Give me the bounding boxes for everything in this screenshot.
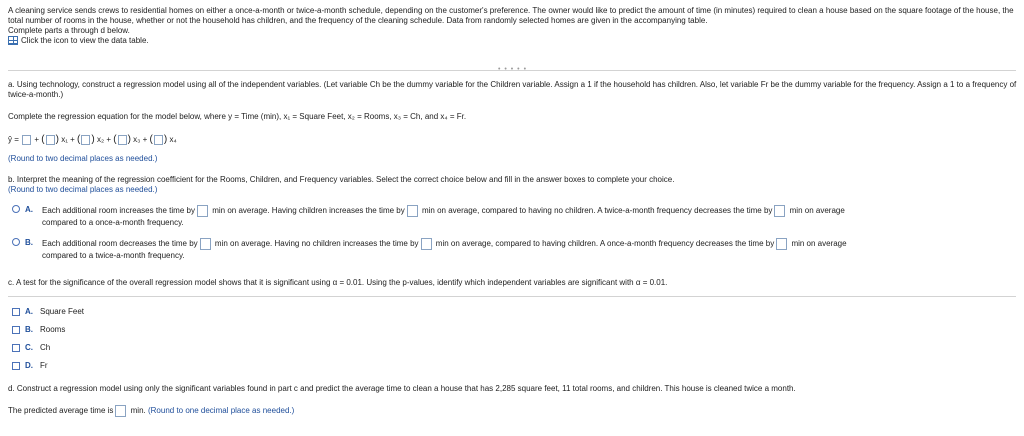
part-a-complete-eq: Complete the regression equation for the model below, where y = Time (min), x₁ = Square Feet, x₂ = Rooms, x₃ = Ch, and x₄ = Fr. — [8, 112, 467, 121]
part-c-option-a[interactable]: A. Square Feet — [8, 307, 1018, 317]
frequency-effect-input[interactable] — [776, 238, 787, 250]
part-c-instruction: c. A test for the significance of the overall regression model shows that it is significant using α = 0.01. Using the p-values, identify which independent variables are significant with α = 0.01. — [8, 278, 668, 287]
intercept-input[interactable] — [22, 135, 31, 145]
problem-intro — [8, 6, 1018, 46]
room-effect-input[interactable] — [197, 205, 208, 217]
part-b-option-a[interactable]: A. Each additional room increases the time by min on average. Having children increases the time by min on average, compared to having no children. A twice-a-month frequency decreases the time by min on average compared to a once-a-month frequency. — [8, 205, 1018, 229]
radio-button[interactable] — [12, 238, 20, 246]
room-effect-input[interactable] — [200, 238, 211, 250]
frequency-effect-input[interactable] — [774, 205, 785, 217]
complete-parts-text: Complete parts a through d below. — [8, 26, 130, 35]
regression-equation: ŷ = + ( ) x₁ + ( ) x₂ + ( ) x₃ + ( ) x₄ — [8, 134, 177, 145]
data-table-icon[interactable] — [8, 36, 18, 45]
part-c-option-d[interactable]: D. Fr — [8, 361, 1018, 371]
part-b-round-note: (Round to two decimal places as needed.) — [8, 185, 158, 194]
part-b-option-b[interactable]: B. Each additional room decreases the time by min on average. Having no children increases the time by min on average, compared to having children. A once-a-month frequency decreases the time by min on average compared to a twice-a-month frequency. — [8, 238, 1018, 262]
coef-x3-input[interactable] — [118, 135, 127, 145]
part-d-round-note: (Round to one decimal place as needed.) — [147, 406, 295, 415]
part-c-option-c[interactable]: C. Ch — [8, 343, 1018, 353]
checkbox[interactable] — [12, 308, 20, 316]
checkbox[interactable] — [12, 344, 20, 352]
checkbox[interactable] — [12, 362, 20, 370]
predicted-time-input[interactable] — [115, 405, 126, 417]
part-a-round-note: (Round to two decimal places as needed.) — [8, 154, 158, 163]
coef-x1-input[interactable] — [46, 135, 55, 145]
checkbox[interactable] — [12, 326, 20, 334]
more-indicator[interactable]: • • • • • — [498, 66, 528, 73]
children-effect-input[interactable] — [421, 238, 432, 250]
part-d-instruction: d. Construct a regression model using only the significant variables found in part c and predict the average time to clean a house that has 2,285 square feet, 11 total rooms, and children. This house is cleaned twice a month. — [8, 384, 796, 393]
part-b-instruction: b. Interpret the meaning of the regression coefficient for the Rooms, Children, and Frequency variables. Select the correct choice below and fill in the answer boxes to complete your choice. — [8, 175, 675, 184]
coef-x2-input[interactable] — [81, 135, 90, 145]
data-table-link[interactable]: Click the icon to view the data table. — [8, 36, 149, 45]
divider-mid — [8, 296, 1016, 297]
coef-x4-input[interactable] — [154, 135, 163, 145]
part-a-instruction: a. Using technology, construct a regression model using all of the independent variables. (Let variable Ch be the dummy variable for the Children variable. Assign a 1 if the household has children. Also, let variable Fr be the dummy variable for the frequency. Assign a 1 to a frequency of twice-a-month.) — [8, 80, 1017, 99]
children-effect-input[interactable] — [407, 205, 418, 217]
radio-button[interactable] — [12, 205, 20, 213]
intro-text: A cleaning service sends crews to residential homes on either a once-a-month or twice-a-month schedule, depending on the customer's preference. The owner would like to predict the amount of time (in minutes) required to clean a house based on the square footage of the house, the total number of rooms in the house, whether or not the household has children, and the frequency of the cleaning schedule. Data from randomly selected homes are given in the accompanying table. — [8, 6, 1014, 25]
part-d-answer-line: The predicted average time is min. (Round to one decimal place as needed.) — [8, 406, 295, 415]
part-c-option-b[interactable]: B. Rooms — [8, 325, 1018, 335]
yhat-label: ŷ = — [8, 135, 19, 145]
